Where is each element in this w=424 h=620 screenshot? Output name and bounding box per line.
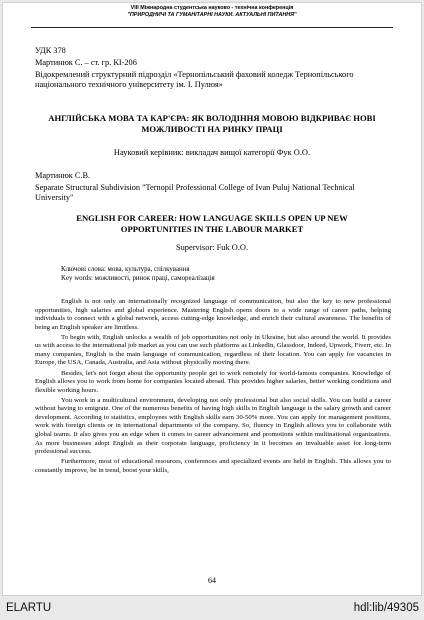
conference-title: VIII Міжнародна студентська науково - технічна конференція: [130, 5, 294, 11]
page-number: 64: [208, 576, 216, 585]
body-paragraph: English is not only an internationally recognized language of communication, but also the key to new professional opportunities, high salaries and global experience. Mastering English opens doors to a wide range of career paths, helping individuals to connect with a global network, access cutting-edge knowledge, and enrich their cultural awareness. The benefits of being an English speaker are limitless.: [35, 298, 391, 331]
article-body: [35, 298, 391, 477]
author-eng: Мартинюк С.В.: [35, 171, 91, 180]
conference-header: [31, 5, 393, 28]
keywords-ukr: Ключові слова: мова, культура, спілкування: [61, 266, 190, 273]
repository-footer: [0, 598, 424, 620]
body-paragraph: Furthermore, most of educational resources, conferences and specialized events are held in English. This allows you to constantly improve, be in trend, boost your skills,: [35, 458, 391, 474]
handle-link[interactable]: hdl:lib/49305: [353, 602, 419, 614]
article-title-ukr: АНГЛІЙСЬКА МОВА ТА КАР'ЄРА: ЯК ВОЛОДІННЯ МОВОЮ ВІДКРИВАЄ НОВІ МОЖЛИВОСТІ НА РИНКУ ПРАЦІ: [48, 113, 376, 134]
supervisor-eng: Supervisor: Fuk O.O.: [175, 243, 249, 252]
conference-subtitle: "ПРИРОДНИЧІ ТА ГУМАНІТАРНІ НАУКИ. АКТУАЛЬНІ ПИТАННЯ": [127, 11, 297, 18]
udk-code: УДК 378: [35, 46, 66, 55]
body-paragraph: Besides, let's not forget about the opportunity people get to work remotely for world-famous companies. Knowledge of English allows you to work from home for companies located abroad. This provides higher salaries, better working conditions and flexible working hours.: [35, 369, 391, 394]
body-paragraph: You work in a multicultural environment, developing not only professional but also social skills. You can build a career without having to emigrate. One of the numerous benefits of having high skills in English language is the salary growth and career development. According to statistics, employees with English skills earn 30-50% more. You can apply for management positions, work with foreign clients or in international departments of the company. So, fluency in English allows you to collaborate with global teams. It also gives you an edge when it comes to career advancement and promotions within multinational organizations. As more businesses adopt English as their corporate language, proficiency in it becomes an invaluable asset for long-term professional success.: [35, 396, 391, 456]
affiliation-eng: Separate Structural Subdivision "Ternopil Professional College of Ivan Puluj National Technical University": [35, 183, 355, 203]
affiliation-ukr: Відокремлений структурний підрозділ «Тернопільський фаховий коледж Тернопільського національного технічного університету ім. І. Пулюя»: [35, 70, 354, 90]
supervisor-ukr: Науковий керівник: викладач вищої категорії Фук О.О.: [113, 148, 311, 157]
article-title-eng: ENGLISH FOR CAREER: HOW LANGUAGE SKILLS OPEN UP NEW OPPORTUNITIES IN THE LABOUR MARKET: [76, 213, 348, 234]
keywords-eng: Key words: можливості, ринок праці, самореалізація: [61, 275, 215, 282]
body-paragraph: To begin with, English unlocks a wealth of job opportunities not only in Ukraine, but also around the world. It provides us with access to the international job market as you can use such platforms as LinkedIn, Glassdoor, Indeed, Upwork, Fiverr, etc. In many companies, English is the main language of communication, regardless of their location. You can apply for vacancies in Europe, the USA, Canada, Australia, and Asia without physically moving there.: [35, 333, 391, 367]
repository-name: ELARTU: [6, 602, 52, 614]
author-ukr: Мартинюк С. – ст. гр. КІ-206: [35, 58, 137, 67]
document-page: [2, 2, 422, 596]
